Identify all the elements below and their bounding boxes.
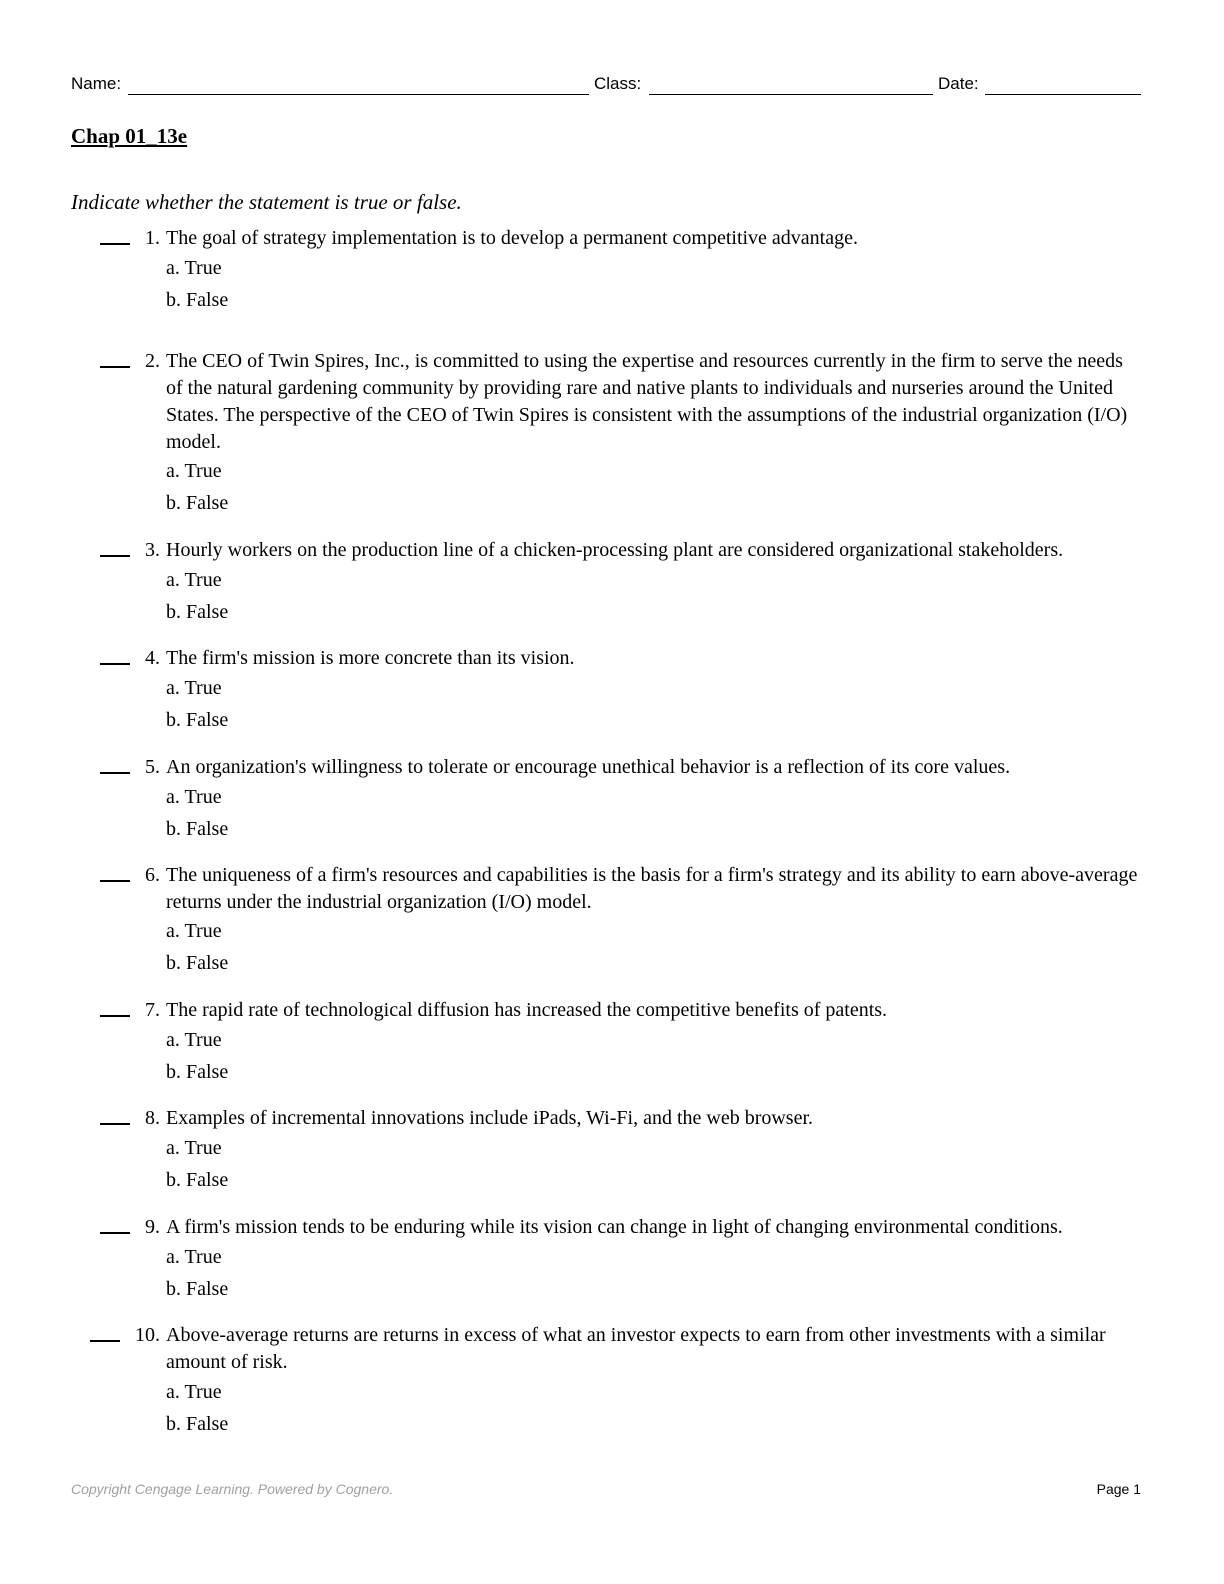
option-true[interactable]: a. True bbox=[166, 1381, 222, 1403]
question-number: 2. bbox=[145, 350, 160, 372]
header-fields bbox=[71, 72, 1141, 98]
option-false[interactable]: b. False bbox=[166, 492, 229, 514]
chapter-title: Chap 01_13e bbox=[71, 124, 188, 148]
option-true[interactable]: a. True bbox=[166, 786, 222, 808]
name-field[interactable] bbox=[128, 94, 589, 95]
option-false[interactable]: b. False bbox=[166, 601, 229, 623]
date-label: Date: bbox=[938, 74, 979, 93]
option-true[interactable]: a. True bbox=[166, 677, 222, 699]
question-number: 3. bbox=[145, 539, 160, 561]
option-false[interactable]: b. False bbox=[166, 289, 229, 311]
question-number: 7. bbox=[145, 999, 160, 1021]
answer-blank[interactable] bbox=[100, 1015, 130, 1017]
class-field[interactable] bbox=[649, 94, 933, 95]
question-number: 6. bbox=[145, 864, 160, 886]
answer-blank[interactable] bbox=[100, 243, 130, 245]
option-true[interactable]: a. True bbox=[166, 257, 222, 279]
question-number: 8. bbox=[145, 1107, 160, 1129]
option-false[interactable]: b. False bbox=[166, 1061, 229, 1083]
question-text: Hourly workers on the production line of a chicken-processing plant are considered organizational stakeholders. bbox=[166, 539, 1064, 561]
answer-blank[interactable] bbox=[100, 663, 130, 665]
question-text: Examples of incremental innovations include iPads, Wi-Fi, and the web browser. bbox=[166, 1107, 814, 1129]
answer-blank[interactable] bbox=[90, 1340, 120, 1342]
question-text: The CEO of Twin Spires, Inc., is committed to using the expertise and resources currently in the firm to serve the needs of the natural gardening community by providing rare and native plants to individuals and nurseries around the United States. The perspective of the CEO of Twin Spires is consistent with the assumptions of the industrial organization (I/O) model. bbox=[166, 350, 1128, 453]
date-field[interactable] bbox=[985, 94, 1141, 95]
question-text: Above-average returns are returns in excess of what an investor expects to earn from other investments with a similar amount of risk. bbox=[166, 1324, 1106, 1373]
answer-blank[interactable] bbox=[100, 366, 130, 368]
page-number: Page 1 bbox=[1096, 1481, 1141, 1497]
question-text: The firm's mission is more concrete than its vision. bbox=[166, 647, 575, 669]
option-true[interactable]: a. True bbox=[166, 460, 222, 482]
option-false[interactable]: b. False bbox=[166, 1169, 229, 1191]
option-true[interactable]: a. True bbox=[166, 569, 222, 591]
question-number: 1. bbox=[145, 227, 160, 249]
question-number: 9. bbox=[145, 1216, 160, 1238]
question-text: An organization's willingness to tolerate or encourage unethical behavior is a reflection of its core values. bbox=[166, 756, 1011, 778]
question-text: The rapid rate of technological diffusion has increased the competitive benefits of patents. bbox=[166, 999, 888, 1021]
question-number: 10. bbox=[135, 1324, 160, 1346]
option-true[interactable]: a. True bbox=[166, 920, 222, 942]
option-false[interactable]: b. False bbox=[166, 1278, 229, 1300]
question-text: The uniqueness of a firm's resources and capabilities is the basis for a firm's strategy and its ability to earn above-average returns under the industrial organization (I/O) model. bbox=[166, 864, 1138, 913]
option-false[interactable]: b. False bbox=[166, 818, 229, 840]
option-true[interactable]: a. True bbox=[166, 1246, 222, 1268]
question-text: The goal of strategy implementation is to develop a permanent competitive advantage. bbox=[166, 227, 858, 249]
option-false[interactable]: b. False bbox=[166, 952, 229, 974]
option-false[interactable]: b. False bbox=[166, 709, 229, 731]
question-text: A firm's mission tends to be enduring while its vision can change in light of changing environmental conditions. bbox=[166, 1216, 1063, 1238]
answer-blank[interactable] bbox=[100, 555, 130, 557]
option-true[interactable]: a. True bbox=[166, 1137, 222, 1159]
option-false[interactable]: b. False bbox=[166, 1413, 229, 1435]
question-number: 4. bbox=[145, 647, 160, 669]
answer-blank[interactable] bbox=[100, 1123, 130, 1125]
question-number: 5. bbox=[145, 756, 160, 778]
answer-blank[interactable] bbox=[100, 772, 130, 774]
name-label: Name: bbox=[71, 74, 122, 93]
copyright-notice: Copyright Cengage Learning. Powered by Cognero. bbox=[71, 1481, 394, 1497]
answer-blank[interactable] bbox=[100, 1232, 130, 1234]
class-label: Class: bbox=[594, 74, 642, 93]
answer-blank[interactable] bbox=[100, 880, 130, 882]
option-true[interactable]: a. True bbox=[166, 1029, 222, 1051]
instructions: Indicate whether the statement is true or false. bbox=[71, 190, 462, 214]
